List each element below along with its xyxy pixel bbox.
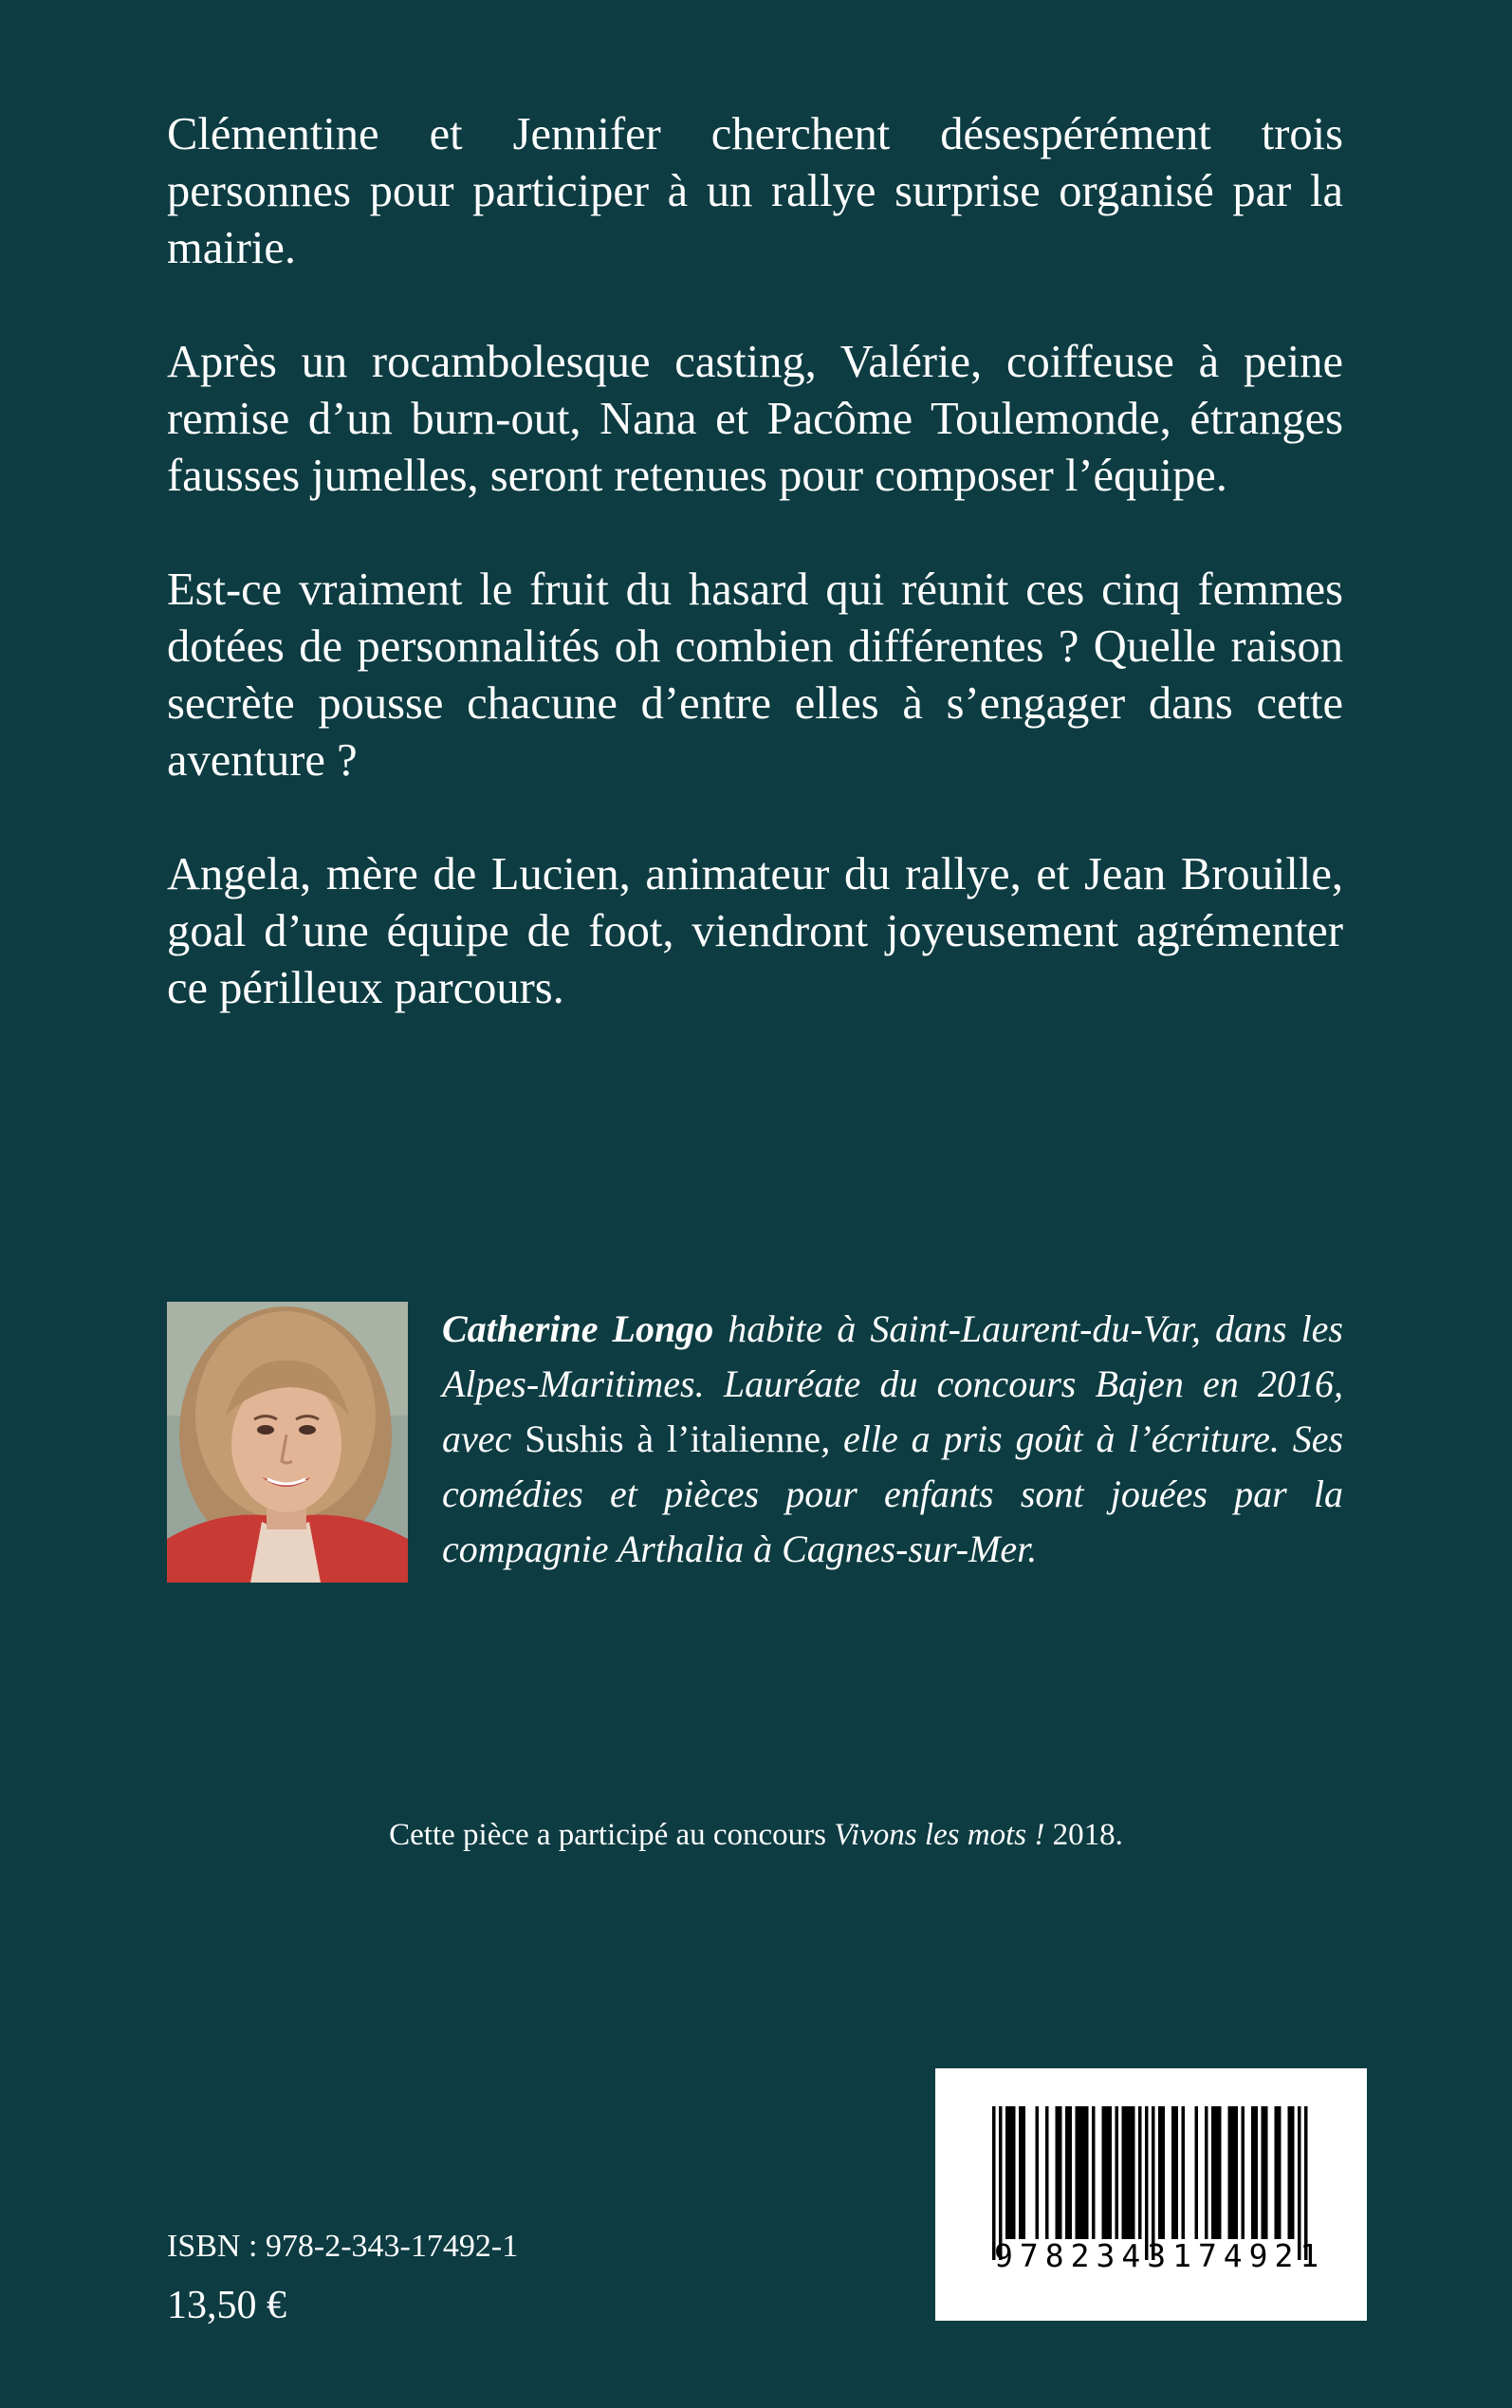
barcode-bar [1218,2106,1222,2239]
barcode-bar [1158,2106,1162,2239]
blurb-paragraph-4: Angela, mère de Lucien, animateur du rallye, et Jean Brouille, goal d’une équipe de foot, viendront joyeusement agrémenter ce périlleux parcours. [167,849,1343,1013]
price-text: 13,50 € [167,2284,286,2327]
barcode-bar [1205,2106,1208,2239]
barcode-bar [1182,2106,1186,2239]
barcode-bar [1228,2106,1232,2239]
barcode-bar [1288,2106,1292,2239]
blurb-paragraph-1: Clémentine et Jennifer cherchent désespérément trois personnes pour participer à un rallye surprise organisé par la mairie. [167,109,1343,273]
author-section [167,1302,1343,1586]
barcode-bar [1079,2106,1082,2239]
barcode-bar [1036,2106,1040,2239]
barcode-bar [1069,2106,1073,2239]
barcode-digits: 9782343174921 [994,2237,1326,2274]
barcode [935,2068,1367,2321]
back-cover-blurb [167,106,1343,1074]
barcode-bar [1278,2106,1282,2239]
barcode-bar [1251,2106,1255,2239]
barcode-bar [1116,2106,1119,2239]
barcode-bar [1005,2106,1009,2239]
barcode-bar [1235,2106,1239,2239]
contest-note [0,1811,1512,1859]
barcode-bar [1211,2106,1215,2239]
barcode-bars [935,2068,1367,2321]
contest-suffix: 2018. [1044,1818,1123,1852]
barcode-bar [1291,2106,1295,2239]
barcode-bar [1085,2106,1089,2239]
barcode-bar [1019,2106,1023,2239]
author-book-title: Sushis à l’italienne [525,1417,821,1460]
barcode-bar [1065,2106,1069,2239]
barcode-bar [1076,2106,1079,2239]
barcode-bar [1059,2106,1062,2239]
barcode-bar [1009,2106,1013,2239]
barcode-bar [1215,2106,1219,2239]
author-bio-text: habite à Saint-Laurent-du-Var, dans les Alpes-Maritimes. Lauréate du concours Bajen en 2016, avec [442,1307,1344,1460]
barcode-bar [1132,2106,1135,2239]
barcode-bar [1195,2106,1199,2239]
barcode-bar [1012,2106,1016,2239]
barcode-bar [1264,2106,1268,2239]
blurb-paragraph-3: Est-ce vraiment le fruit du hasard qui réunit ces cinq femmes dotées de personnalités oh combien différentes ? Quelle raison secrète pousse chacune d’entre elles à s’engager dans cette aventure ? [167,565,1343,786]
barcode-bar [1105,2106,1109,2239]
barcode-bar [1023,2106,1026,2239]
barcode-bar [1102,2106,1106,2239]
blurb-paragraph-2: Après un rocambolesque casting, Valérie, coiffeuse à peine remise d’un burn-out, Nana et Pacôme Toulemonde, étranges fausses jumelles, seront retenues pour composer l’équipe. [167,337,1343,501]
barcode-bar [1122,2106,1126,2239]
barcode-bar [1175,2106,1179,2239]
author-bio [442,1302,1343,1577]
barcode-bar [1262,2106,1265,2239]
barcode-bar [1231,2106,1235,2239]
contest-prefix: Cette pièce a participé au concours [389,1818,835,1852]
author-photo [167,1302,408,1583]
barcode-bar [1045,2106,1049,2239]
barcode-bar [1092,2106,1096,2239]
barcode-bar [1138,2106,1142,2239]
author-portrait-illustration [167,1302,408,1583]
barcode-bar [1255,2106,1259,2239]
isbn-text: ISBN : 978-2-343-17492-1 [167,2229,519,2264]
barcode-bar [1275,2106,1279,2239]
barcode-bar [1242,2106,1245,2239]
barcode-bar [1125,2106,1129,2239]
barcode-bar [1109,2106,1113,2239]
barcode-bar [1056,2106,1060,2239]
barcode-bar [1082,2106,1086,2239]
author-bio-text-end: , elle a pris goût à l’écriture. Ses comédies et pièces pour enfants sont jouées par la compagnie Arthalia à Cagnes-sur-Mer. [442,1417,1344,1570]
barcode-bar [1171,2106,1175,2239]
barcode-bar [1129,2106,1133,2239]
contest-title: Vivons les mots ! [834,1818,1045,1852]
author-name: Catherine Longo [442,1307,714,1350]
barcode-bar [1162,2106,1166,2239]
